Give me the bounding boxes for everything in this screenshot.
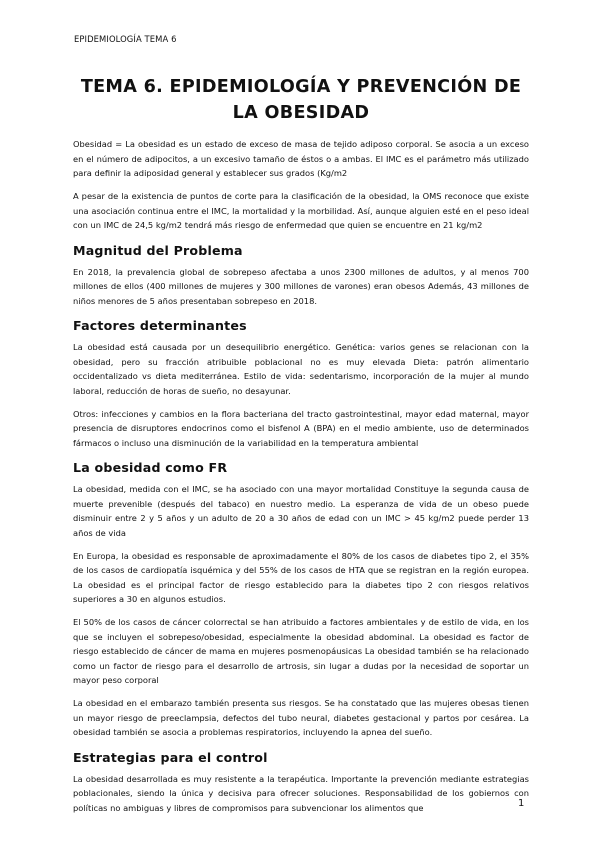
intro-paragraph: A pesar de la existencia de puntos de corte para la clasificación de la obesidad, la OMS reconoce que existe una asociación continua entre el IMC, la mortalidad y la morbilidad. Así, aunque alguien esté en el peso ideal con un IMC de 24,5 kg/m2 tendrá más riesgo de enfermedad que quien se encuentre en 21 kg/m2: [73, 191, 529, 230]
paragraph: La obesidad en el embarazo también presenta sus riesgos. Se ha constatado que las mujeres obesas tienen un mayor riesgo de preeclampsia, defectos del tubo neural, diabetes gestacional y partos por cesárea. La obesidad también se asocia a problemas respiratorios, incluyendo la apnea del sueño.: [73, 698, 529, 737]
section-heading-magnitud: Magnitud del Problema: [73, 242, 243, 258]
paragraph: La obesidad desarrollada es muy resistente a la terapéutica. Importante la prevención mediante estrategias poblacionales, siendo la única y decisiva para ofrecer soluciones. Responsabilidad de los gobiernos con políticas no ambiguas y libres de compromisos para subvencionar los alimentos que: [73, 773, 529, 813]
paragraph: La obesidad está causada por un desequilibrio energético. Genética: varios genes se relacionan con la obesidad, pero su fracción atribuible poblacional no es muy elevada Dieta: patrón alimentario occidentalizado vs dieta mediterránea. Estilo de vida: sedentarismo, incorporación de la mujer al mundo laboral, reducción de horas de sueño, no desayunar.: [73, 342, 529, 396]
section-heading-factores: Factores determinantes: [73, 318, 247, 333]
section-heading-fr: La obesidad como FR: [73, 460, 228, 475]
paragraph: La obesidad, medida con el IMC, se ha asociado con una mayor mortalidad Constituye la segunda causa de muerte prevenible (después del tabaco) en nuestro medio. La esperanza de vida de un obeso puede disminuir entre 2 y 5 años y un adulto de 20 a 30 años de edad con un IMC > 45 kg/m2 puede perder 13 años de vida: [73, 484, 529, 538]
paragraph: En Europa, la obesidad es responsable de aproximadamente el 80% de los casos de diabetes tipo 2, el 35% de los casos de cardiopatía isquémica y del 55% de los casos de HTA que se registran en la región europea. La obesidad es el principal factor de riesgo establecido para la diabetes tipo 2 con riesgos relativos superiores a 30 en algunos estudios.: [73, 550, 529, 604]
running-header: EPIDEMIOLOGÍA TEMA 6: [74, 34, 177, 44]
document-title: TEMA 6. EPIDEMIOLOGÍA Y PREVENCIÓN DE LA OBESIDAD: [80, 77, 522, 123]
section-heading-estrategias: Estrategias para el control: [73, 749, 268, 765]
intro-paragraph: Obesidad = La obesidad es un estado de exceso de masa de tejido adiposo corporal. Se asocia a un exceso en el número de adipocitos, a un excesivo tamaño de éstos o a ambas. El IMC es el parámetro más utilizado para definir la adiposidad general y establecer sus grados (Kg/m2: [73, 139, 529, 178]
paragraph: Otros: infecciones y cambios en la flora bacteriana del tracto gastrointestinal, mayor edad maternal, mayor presencia de disruptores endocrinos como el bisfenol A (BPA) en el medio ambiente, uso de determinados fármacos o incluso una disminución de la variabilidad en la temperatura ambiental: [73, 408, 529, 448]
paragraph: En 2018, la prevalencia global de sobrepeso afectaba a unos 2300 millones de adultos, y al menos 700 millones de ellos (400 millones de mujeres y 300 millones de varones) eran obesos Además, 43 millones de niños menores de 5 años presentaban sobrepeso en 2018.: [73, 266, 529, 306]
page-number: 1: [518, 798, 525, 809]
document-body: [73, 74, 529, 824]
paragraph: El 50% de los casos de cáncer colorrectal se han atribuido a factores ambientales y de estilo de vida, en los que se incluyen el sobrepeso/obesidad, especialmente la obesidad abdominal. La obesidad es factor de riesgo establecido de cáncer de mama en mujeres posmenopáusicas La obesidad también se ha relacionado como un factor de riesgo para el desarrollo de artrosis, sin lugar a dudas por la necesidad de soportar un mayor peso corporal: [73, 617, 529, 685]
